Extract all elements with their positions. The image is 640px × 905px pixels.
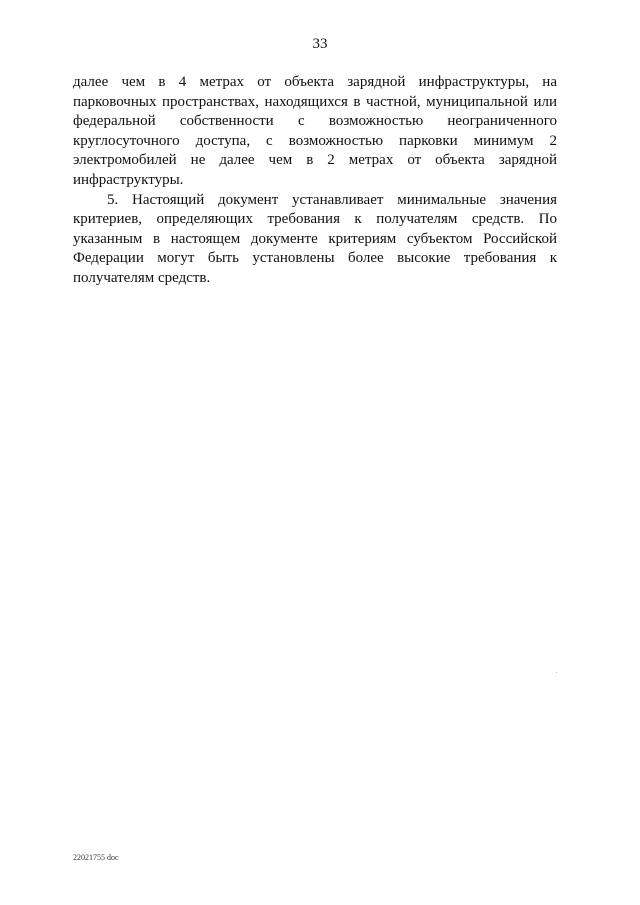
scan-speck [556,672,557,673]
document-body [73,73,557,289]
paragraph-item-5: 5. Настоящий документ устанавливает минимальные значения критериев, определяющих требования к получателям средств. По указанным в настоящем документе критериям субъектом Российской Федерации могут быть установлены более высокие требования к получателям средств. [73,191,557,286]
footer-document-code: 22021755 doc [73,853,119,862]
page-number: 33 [312,36,328,52]
paragraph-continuation: далее чем в 4 метрах от объекта зарядной инфраструктуры, на парковочных пространствах, находящихся в частной, муниципальной или федеральной собственности с возможностью неограниченного круглосуточного доступа, с возможностью парковки минимум 2 электромобилей не далее чем в 2 метрах от объекта зарядной инфраструктуры. [73,74,557,188]
